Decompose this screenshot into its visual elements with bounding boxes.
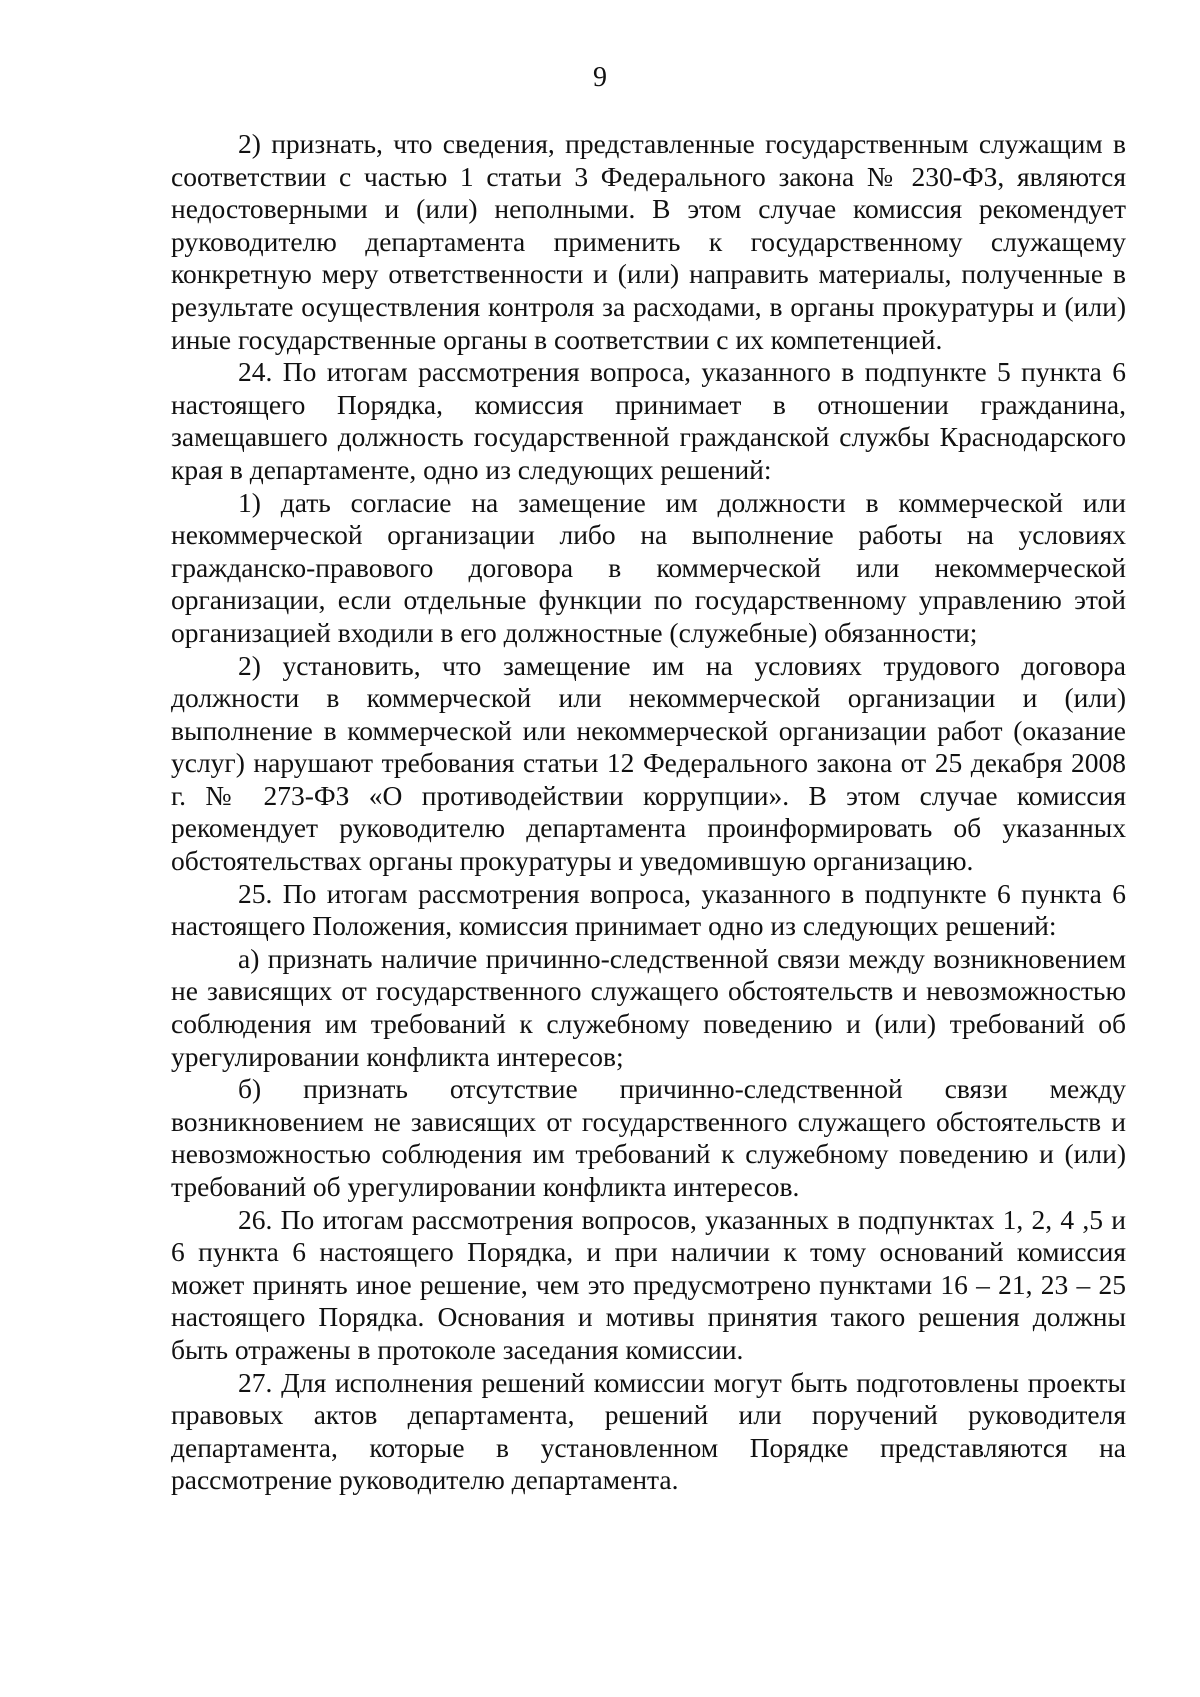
paragraph-27: 27. Для исполнения решений комиссии могут быть подготовлены проекты правовых актов департамента, решений или поручений руководителя департамента, которые в установленном Порядке представляются на рассмотрение руководителю департамента. bbox=[171, 1366, 1126, 1496]
paragraph-25: 25. По итогам рассмотрения вопроса, указанного в подпункте 6 пункта 6 настоящего Положения, комиссия принимает одно из следующих решений: bbox=[171, 877, 1126, 942]
document-body bbox=[171, 128, 1126, 1497]
paragraph-25-item-a: а) признать наличие причинно-следственной связи между возникновением не зависящих от государственного служащего обстоятельств и невозможностью соблюдения им требований к служебному поведению и (или) требований об урегулировании конфликта интересов; bbox=[171, 942, 1126, 1072]
paragraph-25-item-b: б) признать отсутствие причинно-следственной связи между возникновением не зависящих от государственного служащего обстоятельств и невозможностью соблюдения им требований к служебному поведению и (или) требований об урегулировании конфликта интересов. bbox=[171, 1073, 1126, 1202]
page-number: 9 bbox=[593, 62, 607, 93]
paragraph-24-item-1: 1) дать согласие на замещение им должности в коммерческой или некоммерческой организации либо на выполнение работы на условиях гражданско-правового договора в коммерческой или некоммерческой организации, если отдельные функции по государственному управлению этой организацией входили в его должностные (служебные) обязанности; bbox=[171, 486, 1126, 648]
paragraph-26: 26. По итогам рассмотрения вопросов, указанных в подпунктах 1, 2, 4 ,5 и 6 пункта 6 настоящего Порядка, и при наличии к тому оснований комиссия может принять иное решение, чем это предусмотрено пунктами 16 – 21, 23 – 25 настоящего Порядка. Основания и мотивы принятия такого решения должны быть отражены в протоколе заседания комиссии. bbox=[171, 1203, 1126, 1365]
paragraph-item-2: 2) признать, что сведения, представленные государственным служащим в соответствии с частью 1 статьи 3 Федерального закона № 230-ФЗ, являются недостоверными и (или) неполными. В этом случае комиссия рекомендует руководителю департамента применить к государственному служащему конкретную меру ответственности и (или) направить материалы, полученные в результате осуществления контроля за расходами, в органы прокуратуры и (или) иные государственные органы в соответствии с их компетенцией. bbox=[171, 128, 1126, 355]
paragraph-24-item-2: 2) установить, что замещение им на условиях трудового договора должности в коммерческой или некоммерческой организации и (или) выполнение в коммерческой или некоммерческой организации работ (оказание услуг) нарушают требования статьи 12 Федерального закона от 25 декабря 2008 г. № 273-ФЗ «О противодействии коррупции». В этом случае комиссия рекомендует руководителю департамента проинформировать об указанных обстоятельствах органы прокуратуры и уведомившую организацию. bbox=[171, 649, 1126, 877]
paragraph-24: 24. По итогам рассмотрения вопроса, указанного в подпункте 5 пункта 6 настоящего Порядка, комиссия принимает в отношении гражданина, замещавшего должность государственной гражданской службы Краснодарского края в департаменте, одно из следующих решений: bbox=[171, 356, 1126, 485]
